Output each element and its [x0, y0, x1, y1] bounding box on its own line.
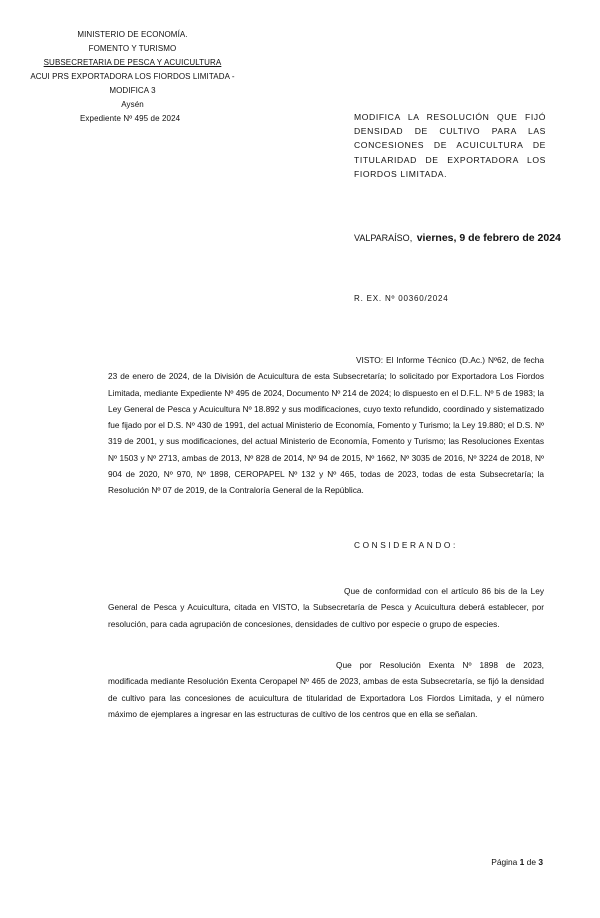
current-page: 1: [519, 857, 525, 867]
considerando-paragraph-1: Que de conformidad con el artículo 86 bis de la Ley General de Pesca y Acuicultura, citada en VISTO, la Subsecretaría de Pesca y Acuicultura deberá establecer, por resolución, para cada agrupación de concesiones, densidades de cultivo por especie o grupo de especies.: [108, 586, 544, 629]
resolution-date: viernes, 9 de febrero de 2024: [416, 232, 561, 244]
total-pages: 3: [538, 857, 543, 867]
expediente-number: Expediente Nº 495 de 2024: [80, 114, 181, 123]
ministry-header: [20, 28, 245, 126]
considerando-heading: CONSIDERANDO:: [354, 540, 458, 550]
page-label: Página: [491, 857, 518, 867]
visto-paragraph: VISTO: El Informe Técnico (D.Ac.) Nº62, de fecha 23 de enero de 2024, de la División de Acuicultura de esta Subsecretaría; lo solicitado por Exportadora Los Fiordos Limitada, mediante Expediente Nº 495 de 2024, Documento Nº 214 de 2024; lo dispuesto en el D.F.L. Nº 5 de 1983; la Ley General de Pesca y Acuicultura Nº 18.892 y sus modificaciones, cuyo texto refundido, coordinado y sistematizado fue fijado por el D.S. Nº 430 de 1991, del actual Ministerio de Economía, Fomento y Turismo; la Ley 19.880; el D.S. Nº 319 de 2001, y sus modificaciones, del actual Ministerio de Economía, Fomento y Turismo; las Resoluciones Exentas Nº 1503 y Nº 2713, ambas de 2013, Nº 828 de 2014, Nº 94 de 2015, Nº 1662, Nº 3035 de 2016, Nº 3224 de 2018, Nº 904 de 2020, Nº 970, Nº 1898, CEROPAPEL Nº 132 y Nº 465, todas de 2023, todas de esta Subsecretaría; la Resolución Nº 07 de 2019, de la Contraloría General de la República.: [108, 355, 544, 496]
city-name: VALPARAÍSO,: [354, 233, 413, 243]
page-number-footer: [491, 857, 543, 867]
region-name: Aysén: [121, 100, 144, 109]
ministry-name: MINISTERIO DE ECONOMÍA.: [77, 30, 188, 39]
ministry-area: FOMENTO Y TURISMO: [88, 44, 177, 53]
dateline: [354, 232, 561, 244]
page-of-label: de: [526, 857, 536, 867]
subsecretaria-name: SUBSECRETARIA DE PESCA Y ACUICULTURA: [43, 58, 222, 67]
file-reference: ACUI PRS EXPORTADORA LOS FIORDOS LIMITADA - MODIFICA 3: [30, 72, 235, 95]
resolution-number: R. EX. Nº 00360/2024: [354, 294, 449, 303]
considerando-paragraph-2: Que por Resolución Exenta Nº 1898 de 2023, modificada mediante Resolución Exenta Ceropapel Nº 465 de 2023, ambas de esta Subsecretaría, se fijó la densidad de cultivo para las concesiones de acuicultura de titularidad de Exportadora Los Fiordos Limitada, y el número máximo de ejemplares a ingresar en las estructuras de cultivo de los centros que en ella se señalan.: [108, 660, 544, 719]
resolution-subject: MODIFICA LA RESOLUCIÓN QUE FIJÓ DENSIDAD DE CULTIVO PARA LAS CONCESIONES DE ACUICULTURA DE TITULARIDAD DE EXPORTADORA LOS FIORDOS LIMITADA.: [354, 112, 546, 179]
